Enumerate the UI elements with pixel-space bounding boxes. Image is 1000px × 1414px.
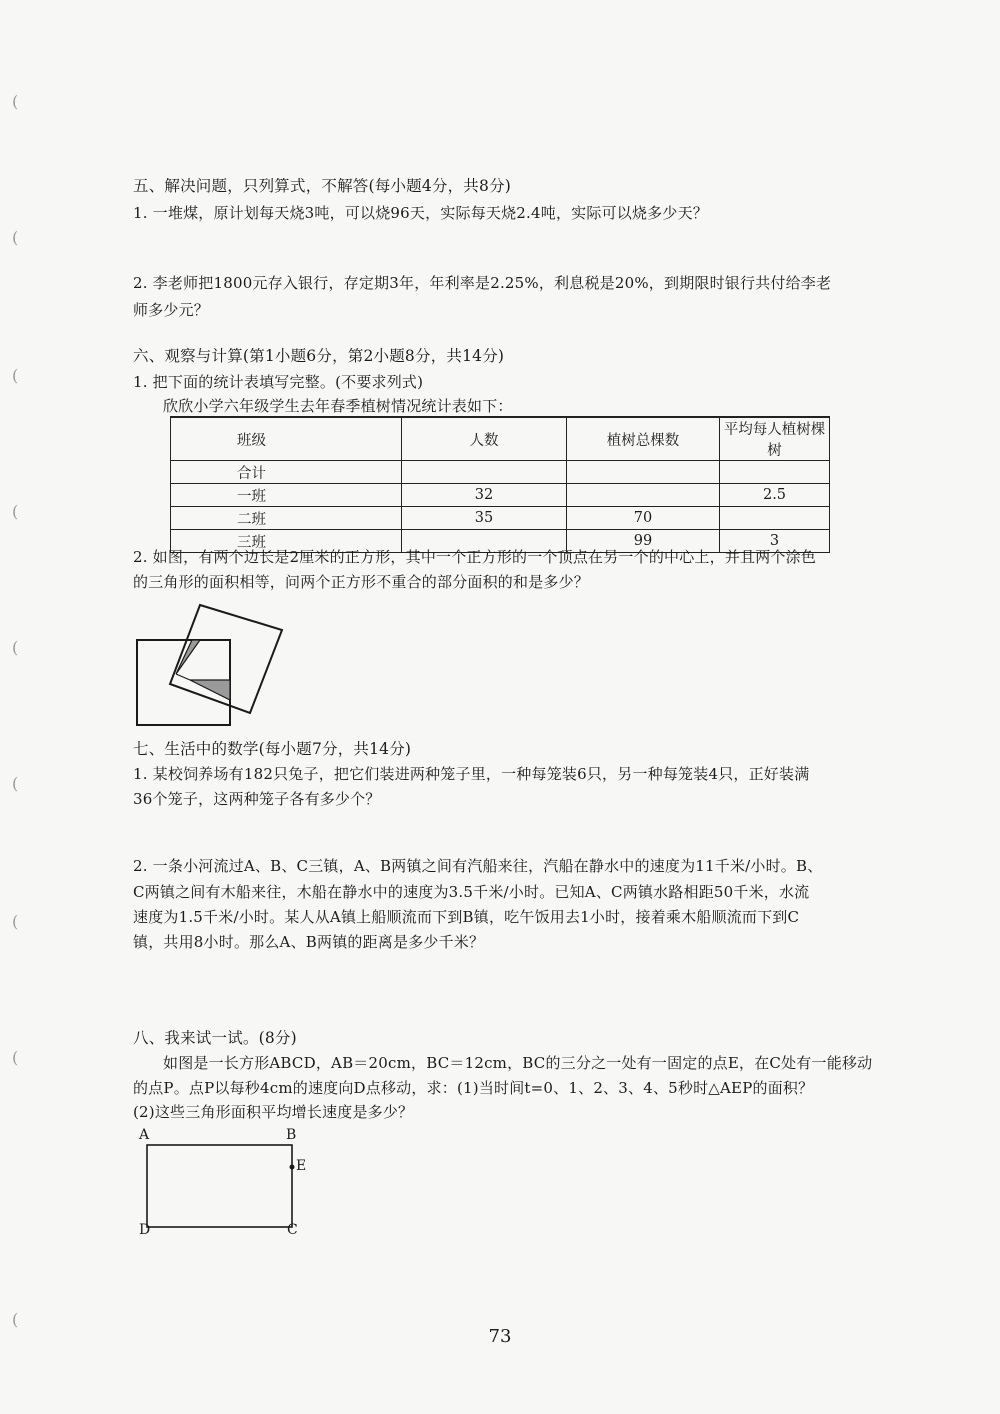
page-number: 73 [488, 1326, 512, 1347]
section8-problem-line2: 的点P。点P以每秒4cm的速度向D点移动，求：(1)当时间t=0、1、2、3、4、5秒时△AEP的面积？ [133, 1079, 814, 1097]
tree-planting-table [170, 416, 830, 553]
table-cell: 合计 [171, 461, 402, 484]
shaded-triangle-bottom [190, 680, 230, 700]
table-header-cell: 平均每人植树棵树 [720, 417, 830, 461]
table-cell [402, 461, 567, 484]
vertex-label-b: B [286, 1127, 297, 1143]
table-cell: 二班 [171, 507, 402, 530]
table-cell [567, 461, 720, 484]
table-caption: 欣欣小学六年级学生去年春季植树情况统计表如下： [163, 397, 513, 415]
table-cell [567, 484, 720, 507]
table-header-row [171, 417, 830, 461]
section5-heading: 五、解决问题，只列算式，不解答(每小题4分，共8分) [133, 177, 512, 195]
section7-question-2-line4: 镇，共用8小时。那么A、B两镇的距离是多少千米？ [133, 933, 485, 951]
table-cell: 3 [720, 530, 830, 553]
table-cell: 一班 [171, 484, 402, 507]
binding-mark: ( [12, 638, 19, 657]
vertex-label-d: D [139, 1222, 151, 1238]
section5-question-2-line1: 2. 李老师把1800元存入银行，存定期3年，年利率是2.25%，利息税是20%，到期限时银行共付给李老 [133, 274, 832, 292]
vertex-label-c: C [287, 1222, 298, 1238]
section6-question-1: 1. 把下面的统计表填写完整。(不要求列式) [133, 373, 424, 391]
binding-mark: ( [12, 1048, 19, 1067]
point-e [290, 1165, 295, 1170]
section6-heading: 六、观察与计算(第1小题6分，第2小题8分，共14分) [133, 347, 505, 365]
vertex-label-a: A [139, 1127, 150, 1143]
section6-question-2-line1: 2. 如图，有两个边长是2厘米的正方形，其中一个正方形的一个顶点在另一个的中心上，并且两个涂色 [133, 548, 817, 566]
table-row [171, 461, 830, 484]
table-row [171, 507, 830, 530]
section7-question-2-line3: 速度为1.5千米/小时。某人从A镇上船顺流而下到B镇，吃午饭用去1小时，接着乘木船顺流而下到C [133, 908, 800, 926]
binding-mark: ( [12, 774, 19, 793]
section8-problem-line3: (2)这些三角形面积平均增长速度是多少？ [133, 1103, 414, 1121]
table-cell: 2.5 [720, 484, 830, 507]
section7-question-1-line2: 36个笼子，这两种笼子各有多少个？ [133, 790, 381, 808]
table-cell [720, 461, 830, 484]
table-cell: 35 [402, 507, 567, 530]
table-cell: 三班 [171, 530, 402, 553]
binding-mark: ( [12, 92, 19, 111]
binding-mark: ( [12, 366, 19, 385]
rectangle-abcd [147, 1145, 292, 1227]
table-cell: 70 [567, 507, 720, 530]
table-cell: 32 [402, 484, 567, 507]
table-header-cell: 人数 [402, 417, 567, 461]
section7-heading: 七、生活中的数学(每小题7分，共14分) [133, 740, 412, 758]
section7-question-1-line1: 1. 某校饲养场有182只兔子，把它们装进两种笼子里，一种每笼装6只，另一种每笼装4只，正好装满 [133, 765, 810, 783]
section6-question-2-line2: 的三角形的面积相等，问两个正方形不重合的部分面积的和是多少？ [133, 573, 590, 591]
section7-question-2-line1: 2. 一条小河流过A、B、C三镇，A、B两镇之间有汽船来往，汽船在静水中的速度为11千米/小时。B、 [133, 857, 823, 875]
rectangle-abcd-figure [140, 1135, 300, 1235]
point-label-e: E [296, 1158, 307, 1174]
overlapping-squares-figure [130, 600, 310, 735]
section5-question-1: 1. 一堆煤，原计划每天烧3吨，可以烧96天，实际每天烧2.4吨，实际可以烧多少天？ [133, 204, 708, 222]
section8-heading: 八、我来试一试。(8分) [133, 1029, 297, 1047]
table-row [171, 484, 830, 507]
section5-question-2-line2: 师多少元？ [133, 301, 210, 319]
binding-mark: ( [12, 1310, 19, 1329]
section8-problem-line1: 如图是一长方形ABCD，AB＝20cm，BC＝12cm，BC的三分之一处有一固定的点E，在C处有一能移动 [163, 1054, 873, 1072]
binding-mark: ( [12, 228, 19, 247]
table-cell: 99 [567, 530, 720, 553]
section7-question-2-line2: C两镇之间有木船来往，木船在静水中的速度为3.5千米/小时。已知A、C两镇水路相距50千米，水流 [133, 883, 810, 901]
binding-mark: ( [12, 912, 19, 931]
table-header-cell: 植树总棵数 [567, 417, 720, 461]
table-header-cell: 班级 [171, 417, 402, 461]
binding-mark: ( [12, 502, 19, 521]
table-cell [720, 507, 830, 530]
